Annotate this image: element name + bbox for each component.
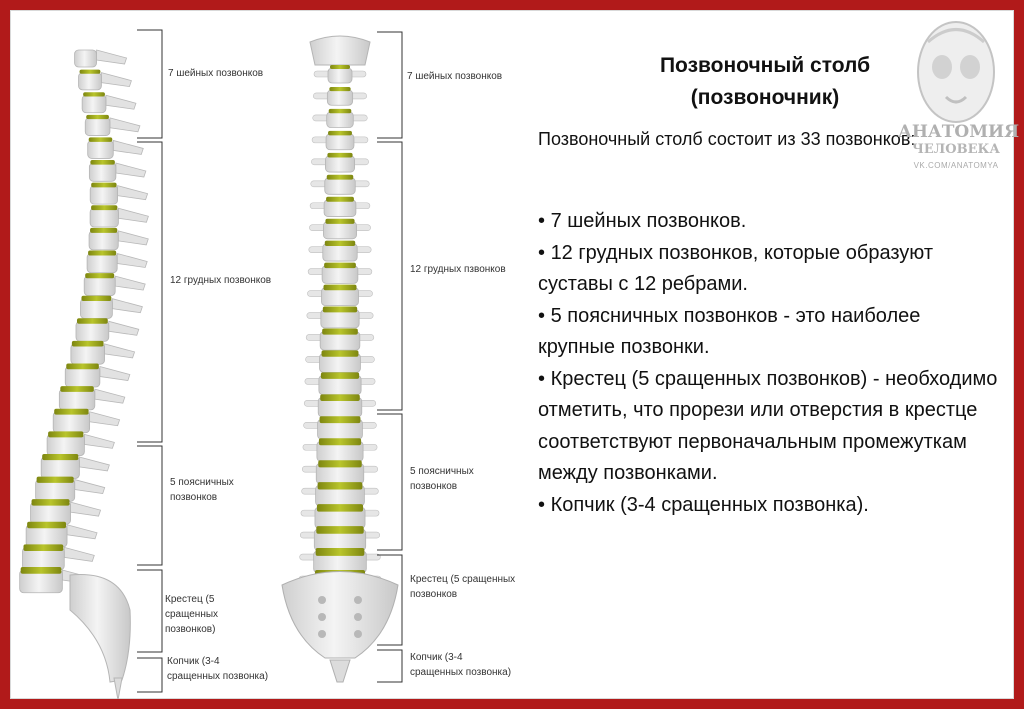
- fact-item: • 5 поясничных позвонков - это наиболее крупные позвонки.: [538, 301, 998, 364]
- side-disc: [77, 318, 108, 323]
- side-spinous-process: [101, 73, 131, 87]
- side-spinous-process: [79, 457, 109, 471]
- side-label-coccyx-2: сращенных позвонка): [167, 671, 269, 682]
- front-disc: [328, 131, 352, 136]
- front-label-coccyx-2: сращенных позвонка): [410, 667, 512, 678]
- front-sacral-foramen: [318, 596, 326, 604]
- side-disc: [23, 544, 63, 551]
- front-disc: [318, 460, 361, 467]
- logo-line-1: АНАТОМИЯ: [898, 122, 1020, 142]
- front-vertebra: [326, 134, 354, 150]
- side-spinous-process: [71, 502, 101, 516]
- front-vertebra: [324, 200, 356, 217]
- front-vertebra: [323, 222, 356, 239]
- side-bracket-lumbar: [137, 446, 162, 565]
- side-vertebra: [90, 186, 117, 205]
- side-label-lumbar-1: 5 поясничных: [170, 477, 234, 488]
- front-disc: [322, 328, 358, 334]
- front-bracket-thoracic: [377, 142, 402, 410]
- side-vertebra: [82, 95, 106, 113]
- side-vertebra: [85, 118, 110, 136]
- front-bracket-lumbar: [377, 414, 402, 550]
- front-disc: [323, 285, 356, 291]
- front-sacral-foramen: [318, 630, 326, 638]
- side-vertebra: [59, 389, 95, 410]
- side-disc: [81, 296, 111, 301]
- side-disc: [42, 454, 78, 460]
- side-disc: [88, 250, 116, 255]
- side-label-cervical: 7 шейных позвонков: [168, 68, 264, 79]
- front-disc: [329, 109, 352, 113]
- side-disc: [54, 409, 88, 415]
- front-disc: [327, 153, 352, 158]
- front-disc: [320, 394, 360, 401]
- intro-text: Позвоночный столб состоит из 33 позвонков:: [538, 129, 916, 149]
- spine-illustration: [10, 10, 570, 699]
- front-label-lumbar-1: 5 поясничных: [410, 466, 474, 477]
- side-label-coccyx-1: Копчик (3-4: [167, 656, 220, 667]
- fact-item: • 12 грудных позвонков, которые образуют суставы с 12 ребрами.: [538, 238, 998, 301]
- side-label-lumbar-2: позвонков: [170, 492, 218, 503]
- front-disc: [316, 526, 363, 534]
- side-vertebra: [41, 457, 79, 479]
- front-disc: [323, 307, 357, 313]
- slide-frame: [10, 10, 1020, 699]
- side-bracket-thoracic: [137, 142, 162, 442]
- side-vertebra: [84, 276, 115, 296]
- side-spinous-process: [100, 367, 130, 381]
- front-vertebra: [327, 112, 354, 128]
- front-disc: [330, 65, 350, 69]
- front-disc: [320, 416, 361, 423]
- side-spinous-process: [115, 276, 145, 290]
- front-disc: [325, 219, 354, 224]
- side-disc: [86, 115, 109, 119]
- side-disc: [91, 183, 116, 188]
- side-disc: [27, 522, 66, 529]
- side-vertebra: [89, 231, 118, 250]
- side-disc: [48, 431, 83, 437]
- side-disc: [89, 137, 113, 141]
- side-spinous-process: [90, 412, 120, 426]
- front-sacral-foramen: [318, 613, 326, 621]
- side-disc: [85, 273, 114, 278]
- side-spinous-process: [97, 50, 127, 64]
- side-disc: [80, 70, 101, 74]
- front-disc: [329, 87, 350, 91]
- front-disc: [322, 350, 359, 356]
- side-vertebra: [53, 412, 89, 433]
- front-sacral-foramen: [354, 613, 362, 621]
- front-disc: [316, 548, 365, 556]
- side-coccyx: [114, 678, 122, 699]
- side-bracket-cervical: [137, 30, 162, 138]
- side-disc: [66, 364, 99, 370]
- front-disc: [318, 482, 363, 489]
- front-disc: [317, 504, 363, 511]
- side-vertebra: [80, 299, 112, 319]
- front-sacral-foramen: [354, 596, 362, 604]
- front-label-lumbar-2: позвонков: [410, 481, 458, 492]
- side-spinous-process: [118, 231, 148, 245]
- front-label-sacrum-1: Крестец (5 сращенных: [410, 574, 516, 585]
- front-vertebra: [323, 244, 357, 261]
- side-spinous-process: [110, 118, 140, 132]
- side-spinous-process: [95, 389, 125, 403]
- front-disc: [325, 241, 355, 246]
- spine-diagram: [10, 10, 570, 699]
- title-line-2: (позвоночник): [690, 86, 840, 109]
- side-vertebra: [71, 344, 105, 364]
- front-label-cervical: 7 шейных позвонков: [407, 71, 503, 82]
- logo-line-2: ЧЕЛОВЕКА: [912, 142, 1000, 157]
- front-vertebra: [327, 90, 352, 105]
- side-disc: [90, 228, 117, 233]
- side-label-sacrum-1: Крестец (5: [165, 594, 215, 605]
- side-vertebra: [87, 253, 117, 272]
- front-disc: [319, 438, 361, 445]
- skull-anatomy-icon: [898, 12, 1014, 132]
- side-vertebra: [88, 140, 114, 158]
- front-label-thoracic: 12 грудных пзвонков: [410, 264, 506, 275]
- front-atlas: [310, 36, 370, 65]
- side-vertebra: [75, 50, 97, 67]
- side-vertebra: [65, 367, 100, 388]
- fact-item: • Копчик (3-4 сращенных позвонка).: [538, 490, 998, 522]
- side-disc: [90, 160, 115, 165]
- side-spinous-process: [64, 547, 94, 561]
- side-disc: [91, 205, 117, 210]
- side-disc: [60, 386, 94, 392]
- front-label-sacrum-2: позвонков: [410, 589, 458, 600]
- front-disc: [327, 175, 354, 180]
- side-bracket-sacrum: [137, 570, 162, 652]
- side-sacrum: [70, 574, 130, 682]
- side-vertebra: [79, 73, 102, 90]
- side-view-spine: [20, 50, 149, 699]
- front-vertebra: [325, 178, 356, 195]
- front-sacral-foramen: [354, 630, 362, 638]
- facts-list: [538, 206, 998, 521]
- side-disc: [37, 477, 74, 483]
- side-disc: [83, 92, 105, 96]
- front-vertebra: [328, 68, 352, 83]
- anatomy-logo: [898, 12, 1020, 190]
- side-vertebra: [90, 208, 118, 227]
- side-disc: [32, 499, 70, 505]
- fact-item: • 7 шейных позвонков.: [538, 206, 998, 238]
- side-spinous-process: [105, 344, 135, 358]
- title-line-1: Позвоночный столб: [659, 54, 871, 77]
- side-label-thoracic: 12 грудных позвонков: [170, 275, 272, 286]
- front-disc: [324, 263, 356, 269]
- front-label-coccyx-1: Копчик (3-4: [410, 652, 463, 663]
- side-disc: [21, 567, 62, 574]
- front-view-spine: [282, 36, 398, 682]
- side-spinous-process: [84, 434, 114, 448]
- side-label-sacrum-3: позвонков): [165, 624, 216, 635]
- side-disc: [72, 341, 104, 347]
- side-vertebra: [89, 163, 116, 181]
- side-label-sacrum-2: сращенных: [165, 609, 219, 620]
- logo-line-3: VK.COM/ANATOMYA: [913, 161, 999, 170]
- front-vertebra: [325, 156, 354, 172]
- front-vertebra: [322, 266, 358, 284]
- front-coccyx: [330, 660, 350, 682]
- front-bracket-coccyx: [377, 650, 402, 682]
- front-disc: [321, 372, 359, 378]
- side-spinous-process: [116, 163, 146, 177]
- side-vertebra: [76, 321, 109, 341]
- side-spinous-process: [112, 299, 142, 313]
- side-spinous-process: [75, 480, 105, 494]
- side-spinous-process: [109, 321, 139, 335]
- side-spinous-process: [113, 140, 143, 154]
- side-spinous-process: [106, 95, 136, 109]
- fact-item: • Крестец (5 сращенных позвонков) - необходимо отметить, что прорези или отверстия в крестце соответствуют первоначальным промежуткам между позвонками.: [538, 364, 998, 490]
- front-disc: [326, 197, 354, 202]
- side-spinous-process: [118, 186, 148, 200]
- front-bracket-cervical: [377, 32, 402, 138]
- side-spinous-process: [67, 525, 97, 539]
- side-bracket-coccyx: [137, 658, 162, 692]
- side-vertebra: [47, 434, 84, 455]
- side-spinous-process: [118, 208, 148, 222]
- side-spinous-process: [117, 253, 147, 267]
